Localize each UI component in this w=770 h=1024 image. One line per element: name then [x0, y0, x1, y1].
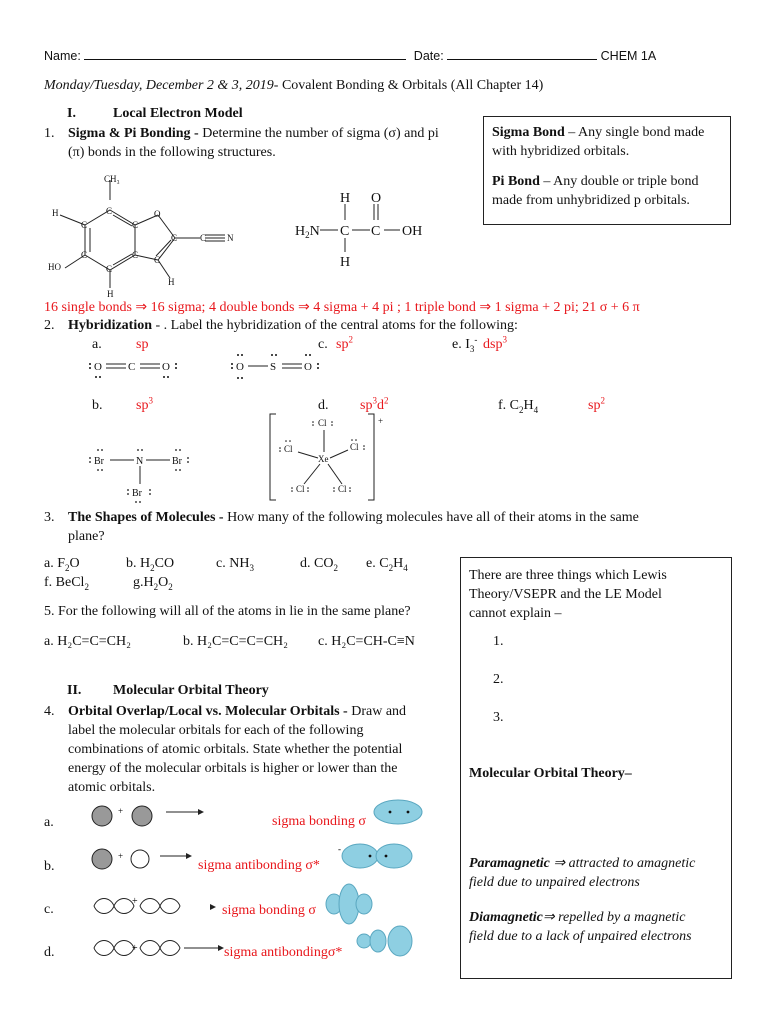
q5-text: 5. For the following will all of the atoms in lie in the same plane? [44, 604, 411, 619]
q2-c-label: c. [318, 337, 328, 352]
svg-text:+: + [378, 416, 384, 426]
course-label: CHEM 1A [600, 49, 657, 63]
q4-row-d-answer: sigma antibondingσ* [224, 945, 343, 960]
q1-answer: 16 single bonds ⇒ 16 sigma; 4 double bonds ⇒ 4 sigma + 4 pi ; 1 triple bond ⇒ 1 sigma + 2 pi; 21 σ + 6 π [44, 300, 640, 315]
svg-text:Br: Br [132, 488, 142, 499]
s-plus-s-bonding-diagram [88, 802, 208, 832]
svg-text:C: C [340, 224, 350, 239]
svg-text:C: C [106, 206, 113, 216]
svg-text:O: O [236, 361, 244, 373]
svg-text:H: H [168, 277, 175, 287]
svg-text:O: O [94, 361, 102, 373]
svg-text:O: O [304, 361, 312, 373]
svg-text:Cl: Cl [350, 442, 359, 452]
svg-text:N: N [136, 456, 144, 467]
svg-text:Br: Br [94, 456, 104, 467]
q2-e-answer: dsp$^3$ [483, 334, 507, 352]
svg-text:+: + [132, 896, 138, 907]
section-1-numeral: I. [67, 106, 76, 121]
svg-text:C: C [171, 233, 178, 243]
svg-text:Br: Br [172, 456, 182, 467]
so2-lewis-structure [226, 348, 336, 382]
diamagnetic-title: Diamagnetic [469, 910, 543, 925]
svg-text:C: C [371, 224, 381, 239]
q2-b-label: b. [92, 398, 103, 413]
p-plus-p-bonding-diagram [88, 894, 228, 920]
svg-text:H: H [52, 208, 59, 218]
section-2-numeral: II. [67, 683, 82, 698]
section-2-title: Molecular Orbital Theory [113, 683, 269, 698]
sigma-pi-definition-box: Sigma Bond – Any single bond made with hybridized orbitals. Pi Bond – Any double or triple bond made from unhybridized p orbitals. [483, 116, 731, 225]
svg-text:H: H [340, 255, 351, 270]
glycine-structure [290, 188, 430, 270]
q3-option-c: c. $NH_3$ [216, 556, 254, 573]
q1-text: 1. Sigma & Pi Bonding - Determine the number of sigma (σ) and pi (π) bonds in the following structures. [44, 126, 439, 160]
svg-text:+: + [118, 851, 124, 861]
q4-row-a-label: a. [44, 815, 54, 830]
svg-text:CH₃: CH₃ [104, 174, 120, 184]
co2-lewis-structure [84, 352, 194, 382]
sigma-bond-title: Sigma Bond [492, 125, 565, 140]
q4-row-c-answer: sigma bonding σ [222, 903, 316, 918]
nbr3-lewis-structure [86, 440, 206, 504]
page-title [44, 78, 543, 94]
date-label: Date: [413, 49, 444, 63]
svg-text:Xe: Xe [318, 454, 329, 464]
q4-text: 4. Orbital Overlap/Local vs. Molecular Orbitals - Draw and label the molecular orbitals for each of the following combinations of atomic orbitals. State whether the potential energy of the molecular orbitals is higher or lower than the atomic orbitals. [44, 704, 407, 795]
svg-text:C: C [132, 220, 139, 230]
lewis-item-1: 1. [493, 634, 504, 649]
q4-row-b-answer: sigma antibonding σ* [198, 858, 320, 873]
header-line [44, 48, 656, 63]
svg-text:C: C [200, 233, 207, 243]
svg-text:OH: OH [402, 224, 423, 239]
lewis-item-2: 2. [493, 672, 504, 687]
svg-text:C: C [128, 361, 136, 373]
q2-f-answer: $sp^2$ [588, 395, 605, 413]
q2-c-answer: $sp^2$ [336, 334, 353, 352]
q3-option-a: a. $F_2O$ [44, 556, 80, 573]
q4-row-a-answer: sigma bonding σ [272, 814, 366, 829]
svg-text:Cl: Cl [338, 484, 347, 494]
svg-text:C: C [132, 250, 139, 260]
svg-text:Cl: Cl [284, 444, 293, 454]
svg-text:-: - [338, 844, 341, 854]
svg-text:Cl: Cl [296, 484, 305, 494]
q4-row-d-label: d. [44, 945, 55, 960]
q3-option-e: e. $C_2H_4$ [366, 556, 408, 573]
title-date: Monday/Tuesday, December 2 & 3, 2019- [44, 78, 279, 93]
q4-row-b-label: b. [44, 859, 55, 874]
q2-f-label: f. $C_2H_4$ [498, 398, 539, 415]
sigma-bonding-orbital-c [324, 880, 374, 928]
q5-option-c: c. H₂C=CH-C≡N [318, 634, 415, 649]
sigma-bonding-orbital-a [372, 798, 426, 828]
pi-bond-title: Pi Bond [492, 174, 540, 189]
lewis-mo-theory-box: There are three things which Lewis Theory/VSEPR and the LE Model cannot explain – 1. 2. 3. Molecular Orbital Theory– Paramagnetic ⇒ attracted to amagnetic field due to unpaired electrons Diamagnetic⇒ repelled by a magnetic field due to a lack of unpaired electrons [460, 557, 732, 979]
svg-text:C: C [81, 250, 88, 260]
q2-d-answer: $sp^3d^2$ [360, 395, 389, 413]
q3-option-g: $g.H_2O_2$ [133, 575, 173, 592]
svg-text:H: H [107, 289, 114, 299]
xecl5-lewis-structure [268, 410, 388, 506]
svg-text:H2N: $H_2N$ [295, 224, 320, 240]
svg-text:C: C [154, 255, 161, 265]
q2-a-answer: sp [136, 337, 149, 352]
svg-text:+: + [132, 943, 138, 954]
svg-text:O: O [371, 191, 382, 206]
svg-text:HO: HO [48, 262, 61, 272]
title-topic: Covalent Bonding & Orbitals (All Chapter 14) [278, 78, 544, 93]
benzofuran-structure [40, 170, 250, 300]
mo-theory-title: Molecular Orbital Theory– [469, 766, 632, 781]
sigma-antibonding-orbital-b [336, 838, 416, 872]
name-label: Name: [44, 49, 81, 63]
q2-text: 2. Hybridization - . Label the hybridization of the central atoms for the following: [44, 318, 518, 333]
s-minus-s-antibonding-diagram [88, 845, 208, 875]
date-field[interactable] [447, 48, 597, 60]
svg-text:N: N [227, 233, 234, 243]
paramagnetic-title: Paramagnetic [469, 856, 550, 871]
q3-option-b: b. $H_2CO$ [126, 556, 175, 573]
q4-row-c-label: c. [44, 902, 54, 917]
q5-option-a: a. H₂C=C=CH₂ [44, 634, 132, 649]
svg-text:O: O [154, 209, 161, 219]
name-field[interactable] [84, 48, 406, 60]
q2-b-answer: $sp^3$ [136, 395, 153, 413]
svg-text:S: S [270, 361, 277, 373]
q3-option-d: d. $CO_2$ [300, 556, 338, 573]
svg-text:+: + [118, 806, 124, 816]
sigma-antibonding-orbital-d [356, 922, 414, 960]
svg-text:Cl: Cl [318, 418, 327, 428]
q3-option-f: f. BeCl$_2$ [44, 575, 89, 592]
svg-text:H: H [340, 191, 351, 206]
section-1-title: Local Electron Model [113, 106, 243, 121]
q5-option-b: b. H₂C=C=C=CH₂ [183, 634, 289, 649]
q2-a-label: a. [92, 337, 102, 352]
p-minus-p-antibonding-diagram [88, 936, 228, 962]
q2-d-label: d. [318, 398, 329, 413]
q2-e-label: e. $I_3^-$ [452, 334, 478, 354]
svg-text:C: C [81, 220, 88, 230]
svg-text:C: C [106, 264, 113, 274]
q3-text: 3. The Shapes of Molecules - How many of the following molecules have all of their atoms in the same plane? [44, 510, 639, 544]
svg-text:O: O [162, 361, 170, 373]
lewis-item-3: 3. [493, 710, 504, 725]
